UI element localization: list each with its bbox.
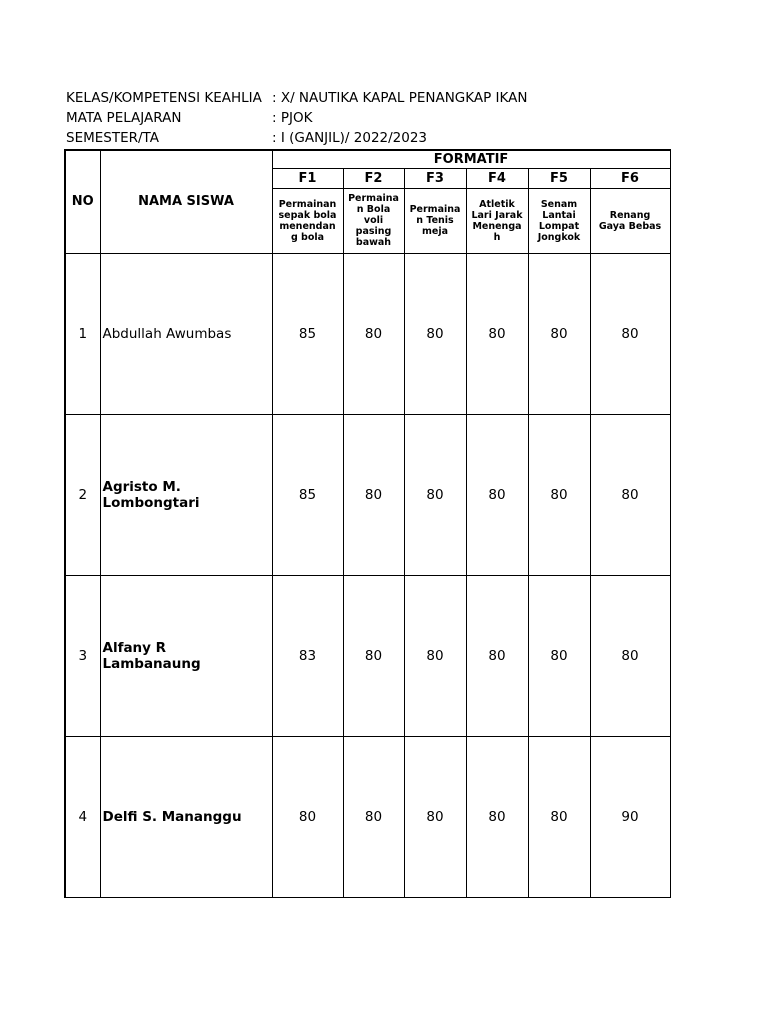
column-code-f1: F1: [272, 168, 343, 188]
score-f3: 80: [404, 736, 466, 897]
mapel-label: MATA PELAJARAN: [66, 110, 182, 126]
score-f6: 80: [590, 414, 670, 575]
table-row: [65, 575, 670, 736]
column-desc-line: meja: [421, 226, 448, 237]
score-f4: 80: [466, 736, 528, 897]
score-f2: 80: [343, 414, 404, 575]
column-code-f5: F5: [528, 168, 590, 188]
column-desc-line: Jongkok: [537, 231, 581, 243]
row-number: 2: [65, 414, 100, 575]
column-desc-line: Senam: [540, 198, 578, 210]
student-name-line: Abdullah Awumbas: [102, 325, 232, 342]
column-desc-line: n Bola: [356, 204, 391, 215]
score-f2: 80: [343, 575, 404, 736]
semester-value: : I (GANJIL)/ 2022/2023: [272, 130, 428, 146]
column-desc-line: Lompat: [538, 220, 580, 232]
score-f6: 80: [590, 575, 670, 736]
column-desc-line: h: [493, 231, 501, 243]
score-f5: 80: [528, 575, 590, 736]
student-name: [100, 736, 272, 897]
column-code-f4: F4: [466, 168, 528, 188]
formatif-header: FORMATIF: [272, 150, 670, 168]
column-desc-line: Atletik: [479, 198, 515, 210]
column-desc-f5: [528, 188, 590, 253]
column-desc-line: g bola: [290, 231, 325, 243]
column-desc-line: Lari Jarak: [471, 209, 523, 221]
name-header: NAMA SISWA: [100, 150, 272, 253]
kelas-value: : X/ NAUTIKA KAPAL PENANGKAP IKAN: [272, 90, 528, 106]
column-desc-line: bawah: [355, 237, 392, 248]
table-row: [65, 736, 670, 897]
column-desc-line: Permaina: [409, 204, 461, 215]
kelas-label: KELAS/KOMPETENSI KEAHLIA: [66, 90, 262, 106]
column-desc-f1: [272, 188, 343, 253]
score-f5: 80: [528, 253, 590, 414]
column-desc-f4: [466, 188, 528, 253]
column-desc-line: n Tenis: [416, 215, 454, 226]
column-desc-line: Gaya Bebas: [598, 220, 662, 232]
score-f3: 80: [404, 253, 466, 414]
score-f2: 80: [343, 736, 404, 897]
student-name-line: Alfany R: [102, 639, 167, 656]
column-desc-line: Permainan: [278, 198, 337, 210]
student-name: [100, 575, 272, 736]
grades-table: [64, 149, 671, 898]
column-code-f2: F2: [343, 168, 404, 188]
table-row: [65, 253, 670, 414]
score-f5: 80: [528, 736, 590, 897]
semester-label: SEMESTER/TA: [66, 130, 159, 146]
score-f1: 85: [272, 253, 343, 414]
row-number: 1: [65, 253, 100, 414]
score-f4: 80: [466, 253, 528, 414]
column-desc-line: voli: [363, 215, 384, 226]
column-desc-f2: [343, 188, 404, 253]
student-name-line: Agristo M.: [102, 478, 181, 495]
row-number: 4: [65, 736, 100, 897]
column-desc-line: Menenga: [472, 220, 522, 232]
student-name: [100, 414, 272, 575]
score-f1: 85: [272, 414, 343, 575]
score-f4: 80: [466, 414, 528, 575]
student-name-line: Lambanaung: [102, 655, 201, 672]
column-desc-line: sepak bola: [278, 209, 337, 221]
student-name-line: Lombongtari: [102, 494, 200, 511]
column-desc-line: Lantai: [542, 209, 576, 221]
column-code-f3: F3: [404, 168, 466, 188]
column-desc-line: pasing: [355, 226, 392, 237]
score-f5: 80: [528, 414, 590, 575]
score-f6: 80: [590, 253, 670, 414]
score-f4: 80: [466, 575, 528, 736]
score-f6: 90: [590, 736, 670, 897]
score-f3: 80: [404, 414, 466, 575]
score-f2: 80: [343, 253, 404, 414]
score-f1: 83: [272, 575, 343, 736]
column-desc-f3: [404, 188, 466, 253]
score-f3: 80: [404, 575, 466, 736]
table-body: [65, 253, 670, 897]
column-desc-line: menendan: [279, 220, 336, 232]
student-name-line: Delfi S. Mananggu: [102, 808, 242, 825]
column-desc-f6: [590, 188, 670, 253]
column-code-f6: F6: [590, 168, 670, 188]
column-desc-line: Renang: [609, 209, 651, 221]
score-f1: 80: [272, 736, 343, 897]
table-row: [65, 414, 670, 575]
no-header: NO: [65, 150, 100, 253]
row-number: 3: [65, 575, 100, 736]
column-desc-line: Permaina: [348, 193, 399, 204]
student-name: [100, 253, 272, 414]
mapel-value: : PJOK: [272, 110, 313, 126]
